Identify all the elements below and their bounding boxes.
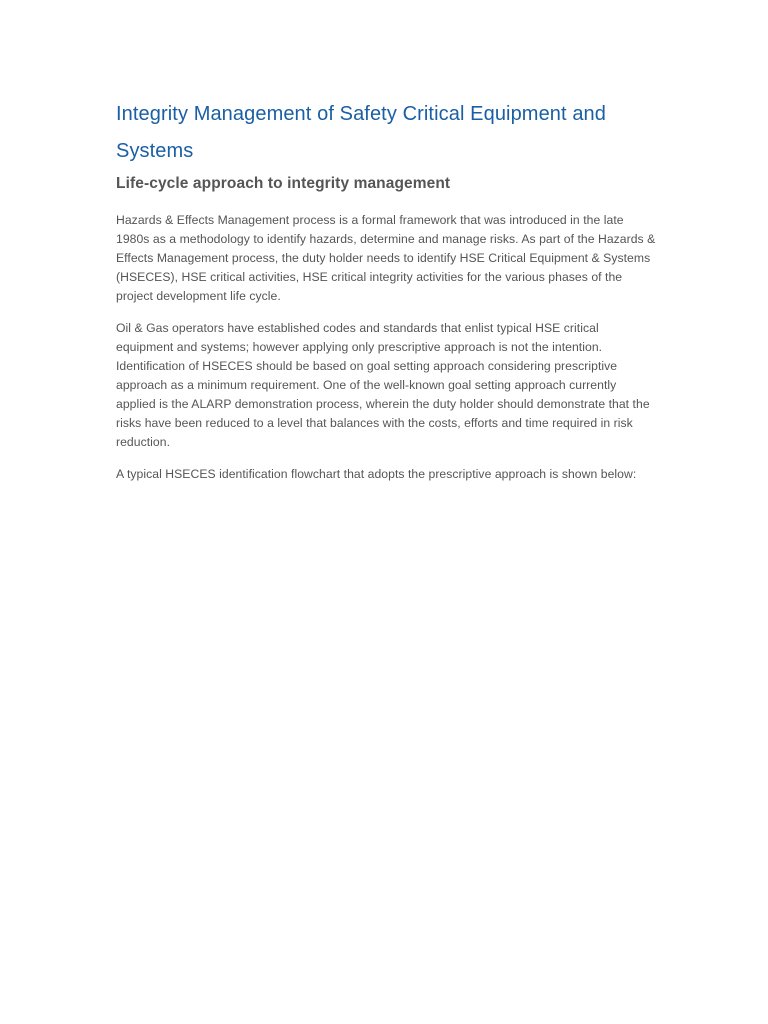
article-page (116, 96, 656, 484)
paragraph-flowchart-intro: A typical HSECES identification flowchart that adopts the prescriptive approach is shown below: (116, 467, 637, 481)
paragraph-hazards-effects: Hazards & Effects Management process is a formal framework that was introduced in the late 1980s as a methodology to identify hazards, determine and manage risks. As part of the Hazards & Effects Management process, the duty holder needs to identify HSE Critical Equipment & Systems (HSECES), HSE critical activities, HSE critical integrity activities for the various phases of the project development life cycle. (116, 213, 656, 303)
paragraph-oil-gas-operators: Oil & Gas operators have established codes and standards that enlist typical HSE critical equipment and systems; however applying only prescriptive approach is not the intention. Identification of HSECES should be based on goal setting approach considering prescriptive approach as a minimum requirement. One of the well-known goal setting approach currently applied is the ALARP demonstration process, wherein the duty holder should demonstrate that the risks have been reduced to a level that balances with the costs, efforts and time required in risk reduction. (116, 321, 650, 449)
article-title: Integrity Management of Safety Critical Equipment and Systems (116, 103, 606, 162)
article-subtitle: Life-cycle approach to integrity management (116, 175, 451, 192)
